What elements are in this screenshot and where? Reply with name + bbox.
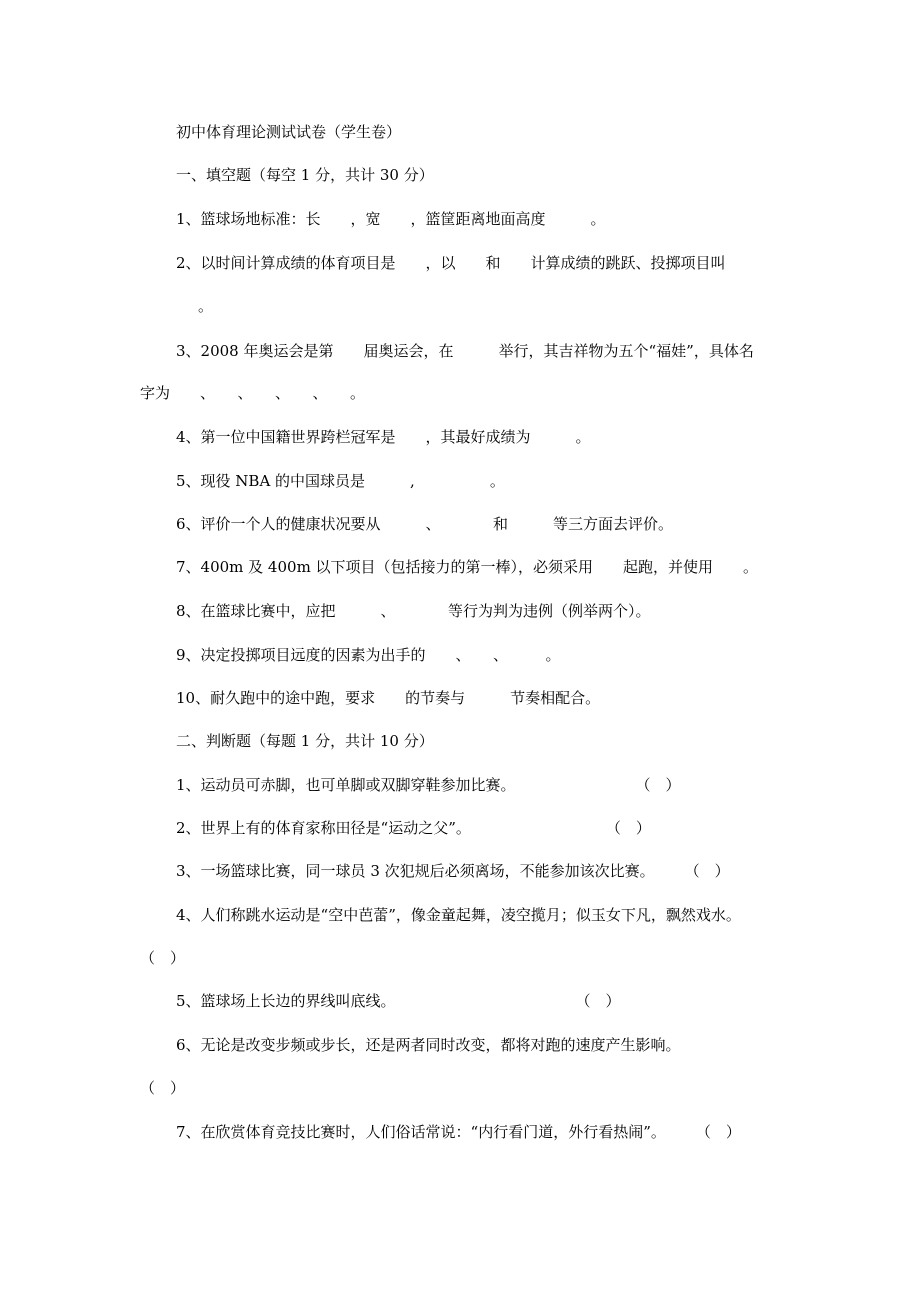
judge-item-4: 4、人们称跳水运动是“空中芭蕾”，像金童起舞，凌空揽月；似玉女下凡，飘然戏水。 <box>176 906 741 924</box>
fill-item-3: 3、2008 年奥运会是第 届奥运会，在 举行，其吉祥物为五个“福娃”，具体名 <box>176 342 754 360</box>
fill-item-10: 10、耐久跑中的途中跑，要求 的节奏与 节奏相配合。 <box>176 689 601 707</box>
judge-item-6-answer: （ ） <box>140 1079 186 1097</box>
judge-item-6: 6、无论是改变步频或步长，还是两者同时改变，都将对跑的速度产生影响。 <box>176 1036 681 1054</box>
judge-item-3: 3、一场篮球比赛，同一球员 3 次犯规后必须离场，不能参加该次比赛。 （ ） <box>176 862 730 880</box>
judge-item-1: 1、运动员可赤脚，也可单脚或双脚穿鞋参加比赛。 （ ） <box>176 776 681 794</box>
fill-item-4: 4、第一位中国籍世界跨栏冠军是 ，其最好成绩为 。 <box>176 428 591 446</box>
document-title: 初中体育理论测试试卷（学生卷） <box>176 123 402 141</box>
judge-item-5: 5、篮球场上长边的界线叫底线。 （ ） <box>176 992 621 1010</box>
fill-item-2-continued: 。 <box>198 297 214 315</box>
fill-item-3-continued: 字为 、 、 、 、 。 <box>140 384 366 402</box>
section1-heading: 一、填空题（每空 1 分，共计 30 分） <box>176 166 434 184</box>
fill-item-1: 1、篮球场地标准：长 ，宽 ，篮筐距离地面高度 。 <box>176 210 606 228</box>
judge-item-7: 7、在欣赏体育竞技比赛时，人们俗话常说：“内行看门道，外行看热闹”。 （ ） <box>176 1123 741 1141</box>
fill-item-2: 2、以时间计算成绩的体育项目是 ，以 和 计算成绩的跳跃、投掷项目叫 <box>176 254 726 272</box>
section2-heading: 二、判断题（每题 1 分，共计 10 分） <box>176 732 434 750</box>
judge-item-4-answer: （ ） <box>140 949 186 967</box>
judge-item-2: 2、世界上有的体育家称田径是“运动之父”。 （ ） <box>176 819 651 837</box>
fill-item-6: 6、评价一个人的健康状况要从 、 和 等三方面去评价。 <box>176 515 674 533</box>
fill-item-8: 8、在篮球比赛中，应把 、 等行为判为违例（例举两个）。 <box>176 602 651 620</box>
fill-item-7: 7、400m 及 400m 以下项目（包括接力的第一棒），必须采用 起跑，并使用 。 <box>176 558 759 576</box>
fill-item-9: 9、决定投掷项目远度的因素为出手的 、 、 。 <box>176 646 561 664</box>
fill-item-5: 5、现役 NBA 的中国球员是 , 。 <box>176 472 505 490</box>
